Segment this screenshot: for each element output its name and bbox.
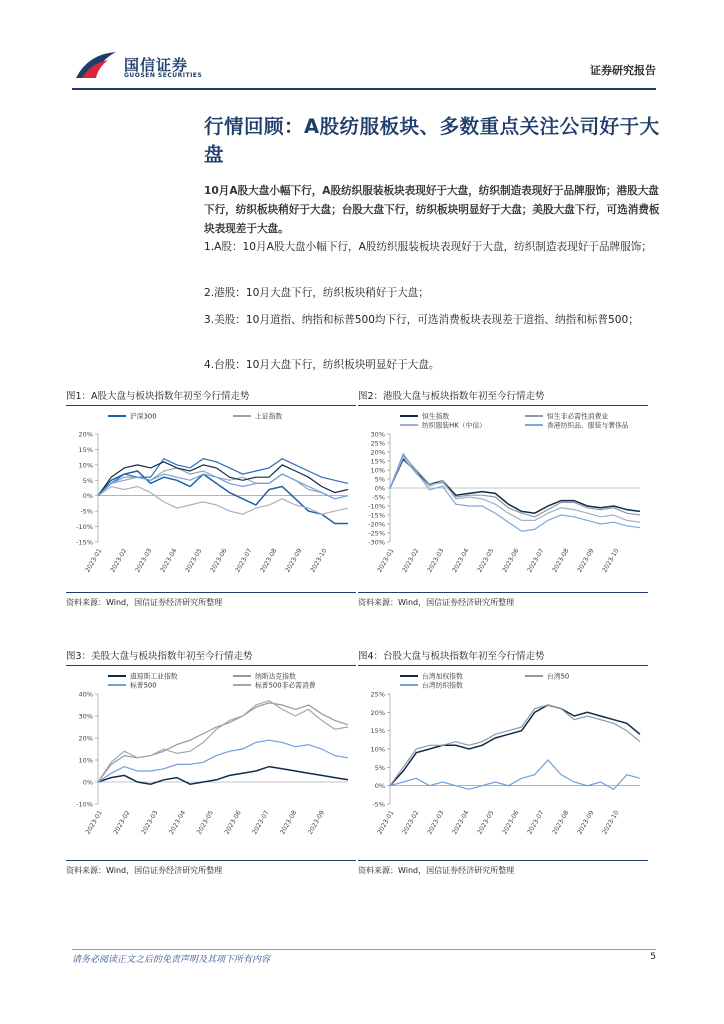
- y-tick-label: 15%: [370, 457, 385, 466]
- y-tick-label: 20%: [370, 708, 385, 717]
- legend-label: 恒生指数: [422, 412, 450, 421]
- y-tick-label: -10%: [76, 523, 93, 532]
- y-tick-label: 10%: [78, 461, 93, 470]
- legend-label: 台湾纺织指数: [422, 681, 463, 690]
- x-tick-label: 2023-03: [426, 809, 446, 836]
- y-tick-label: -5%: [372, 800, 385, 809]
- paragraph-us-share: 3.美股：10月道指、纳指和标普500均下行，可选消费板块表现差于道指、纳指和标普500；: [204, 314, 639, 326]
- series-line: [390, 457, 640, 522]
- figure-4: [358, 648, 648, 874]
- x-tick-label: 2023-06: [223, 809, 243, 836]
- y-tick-label: -5%: [372, 493, 385, 502]
- y-tick-label: -30%: [368, 538, 385, 547]
- y-tick-label: -15%: [76, 538, 93, 547]
- x-tick-label: 2023-09: [284, 547, 304, 574]
- x-tick-label: 2023-10: [601, 809, 621, 836]
- x-tick-label: 2023-09: [306, 809, 327, 836]
- x-tick-label: 2023-09: [576, 809, 596, 836]
- legend-label: 恒生非必需性消费业: [547, 412, 609, 421]
- y-tick-label: -10%: [368, 502, 385, 511]
- y-tick-label: -15%: [368, 511, 385, 520]
- footer-divider: [72, 949, 656, 950]
- y-tick-label: 20%: [78, 734, 93, 743]
- y-tick-label: 10%: [78, 756, 93, 765]
- y-tick-label: 10%: [370, 745, 385, 754]
- x-tick-label: 2023-03: [140, 809, 160, 836]
- x-tick-label: 2023-01: [84, 547, 104, 574]
- legend-label: 台湾加权指数: [422, 672, 463, 681]
- y-tick-label: 25%: [370, 690, 385, 699]
- section-summary: 10月A股大盘小幅下行，A股纺织服装板块表现好于大盘，纺织制造表现好于品牌服饰；港股大盘下行，纺织板块稍好于大盘；台股大盘下行，纺织板块明显好于大盘；美股大盘下行，可选消费板块表现差于大盘。: [204, 185, 660, 235]
- logo-chinese-name: 国信证券: [124, 56, 189, 74]
- x-tick-label: 2023-08: [551, 547, 571, 574]
- x-tick-label: 2023-02: [109, 547, 129, 574]
- x-tick-label: 2023-05: [195, 809, 216, 836]
- x-tick-label: 2023-09: [576, 547, 596, 574]
- legend-label: 标普500: [130, 681, 157, 690]
- chart-us-share: [66, 668, 356, 850]
- figure-3: [66, 648, 356, 874]
- x-tick-label: 2023-02: [112, 809, 132, 836]
- chart-tw-share: [358, 668, 648, 850]
- chart-a-share: [66, 408, 356, 588]
- y-tick-label: 5%: [374, 763, 385, 772]
- series-line: [98, 767, 348, 785]
- x-tick-label: 2023-07: [526, 809, 546, 836]
- footer-disclaimer: 请务必阅读正文之后的免责声明及其项下所有内容: [72, 955, 271, 965]
- y-tick-label: -10%: [76, 800, 93, 809]
- section-title: 行情回顾：A股纺服板块、多数重点关注公司好于大盘: [204, 115, 660, 166]
- y-tick-label: -25%: [368, 529, 385, 538]
- header-divider: [72, 88, 656, 90]
- legend-label: 上证指数: [255, 412, 283, 421]
- x-tick-label: 2023-04: [159, 547, 179, 574]
- x-tick-label: 2023-01: [376, 547, 396, 574]
- y-tick-label: 20%: [370, 448, 385, 457]
- x-tick-label: 2023-10: [601, 547, 621, 574]
- figure-source: 资料来源：Wind，国信证券经济研究所整理: [66, 860, 356, 876]
- legend-label: 标普500非必需消费: [255, 681, 316, 690]
- y-tick-label: 10%: [370, 466, 385, 475]
- legend-label: 沪深300: [130, 412, 157, 421]
- paragraph-a-share: 1.A股：10月A股大盘小幅下行，A股纺织服装板块表现好于大盘，纺织制造表现好于品牌服饰；: [204, 241, 652, 253]
- x-tick-label: 2023-06: [501, 547, 521, 574]
- company-logo: [72, 48, 212, 88]
- series-line: [390, 760, 640, 789]
- figure-title: 图1：A股大盘与板块指数年初至今行情走势: [66, 388, 356, 406]
- logo-mark-icon: [72, 48, 120, 84]
- x-tick-label: 2023-02: [401, 809, 421, 836]
- x-tick-label: 2023-06: [501, 809, 521, 836]
- y-tick-label: 30%: [78, 712, 93, 721]
- figure-source: 资料来源：Wind，国信证券经济研究所整理: [358, 860, 648, 876]
- y-tick-label: 20%: [78, 430, 93, 439]
- series-line: [390, 454, 640, 531]
- figure-1: [66, 388, 356, 608]
- y-tick-label: 5%: [82, 476, 93, 485]
- y-tick-label: -20%: [368, 520, 385, 529]
- legend-label: 香港纺织品、服装与奢侈品: [547, 421, 629, 430]
- logo-english-name: GUOSEN SECURITIES: [124, 72, 203, 79]
- x-tick-label: 2023-05: [476, 809, 496, 836]
- y-tick-label: 25%: [370, 439, 385, 448]
- series-line: [98, 740, 348, 782]
- paragraph-tw-share: 4.台股：10月大盘下行，纺织板块明显好于大盘。: [204, 359, 440, 371]
- x-tick-label: 2023-03: [134, 547, 154, 574]
- series-line: [98, 487, 348, 515]
- y-tick-label: 30%: [370, 430, 385, 439]
- legend-label: 纳斯达克指数: [255, 672, 296, 681]
- x-tick-label: 2023-10: [309, 547, 329, 574]
- x-tick-label: 2023-05: [476, 547, 496, 574]
- x-tick-label: 2023-07: [526, 547, 546, 574]
- y-tick-label: -5%: [80, 507, 93, 516]
- figure-2: [358, 388, 648, 608]
- chart-hk-share: [358, 408, 648, 588]
- x-tick-label: 2023-08: [259, 547, 279, 574]
- x-tick-label: 2023-04: [451, 809, 471, 836]
- y-tick-label: 40%: [78, 690, 93, 699]
- x-tick-label: 2023-02: [401, 547, 421, 574]
- figure-source: 资料来源：Wind，国信证券经济研究所整理: [358, 592, 648, 608]
- y-tick-label: 0%: [374, 782, 385, 791]
- x-tick-label: 2023-05: [184, 547, 204, 574]
- x-tick-label: 2023-04: [451, 547, 471, 574]
- y-tick-label: 0%: [374, 484, 385, 493]
- y-tick-label: 5%: [374, 475, 385, 484]
- x-tick-label: 2023-01: [84, 809, 104, 836]
- x-tick-label: 2023-08: [279, 809, 299, 836]
- y-tick-label: 15%: [78, 445, 93, 454]
- figure-source: 资料来源：Wind，国信证券经济研究所整理: [66, 592, 356, 608]
- legend-label: 纺织服装HK（中信）: [422, 421, 486, 430]
- y-tick-label: 15%: [370, 727, 385, 736]
- x-tick-label: 2023-03: [426, 547, 446, 574]
- x-tick-label: 2023-06: [209, 547, 229, 574]
- paragraph-hk-share: 2.港股：10月大盘下行，纺织板块稍好于大盘；: [204, 287, 429, 299]
- figure-title: 图2：港股大盘与板块指数年初至今行情走势: [358, 388, 648, 406]
- figure-title: 图4：台股大盘与板块指数年初至今行情走势: [358, 648, 648, 666]
- figure-title: 图3：美股大盘与板块指数年初至今行情走势: [66, 648, 356, 666]
- x-tick-label: 2023-08: [551, 809, 571, 836]
- y-tick-label: 0%: [82, 492, 93, 501]
- legend-label: 道琼斯工业指数: [130, 672, 178, 681]
- x-tick-label: 2023-01: [376, 809, 396, 836]
- report-type-label: 证券研究报告: [590, 64, 656, 77]
- y-tick-label: 0%: [82, 778, 93, 787]
- x-tick-label: 2023-07: [251, 809, 271, 836]
- page-header: [72, 48, 656, 90]
- x-tick-label: 2023-07: [234, 547, 254, 574]
- x-tick-label: 2023-04: [168, 809, 188, 836]
- page-number: 5: [650, 952, 656, 962]
- legend-label: 台湾50: [547, 672, 570, 681]
